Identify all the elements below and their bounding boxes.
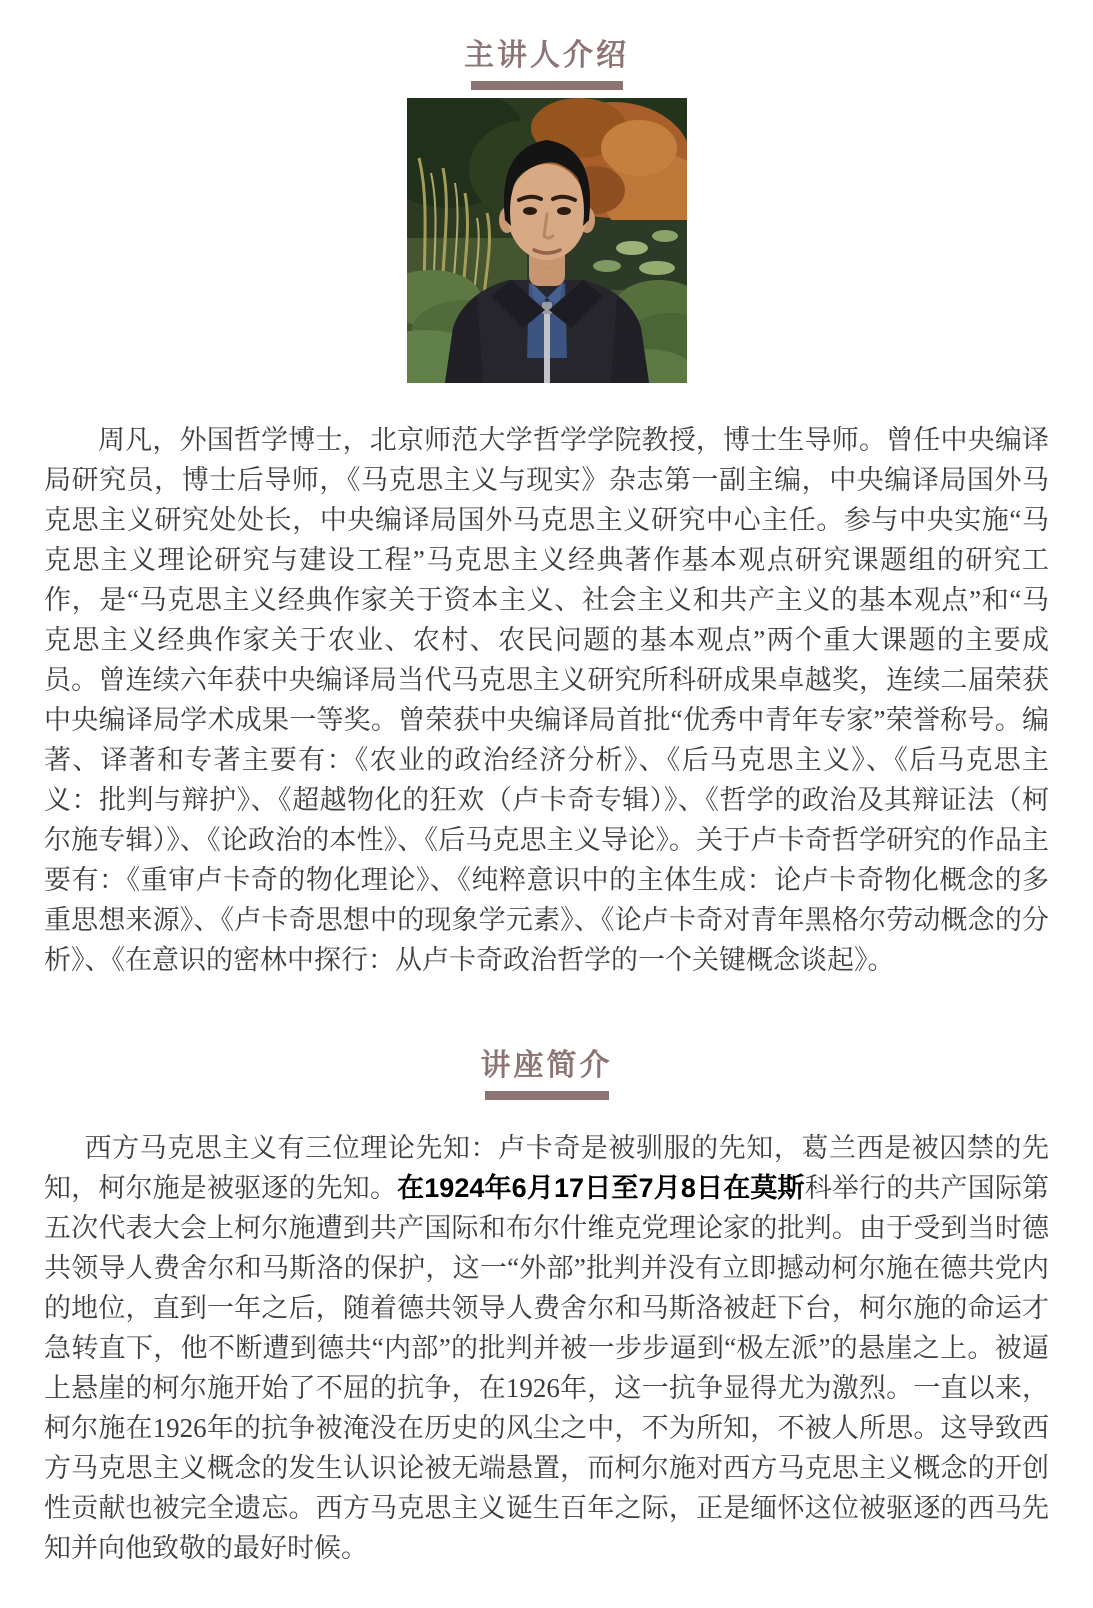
speaker-section-title: 主讲人介绍 — [464, 39, 629, 72]
lecture-intro-paragraph — [44, 1128, 1049, 1568]
speaker-bio-paragraph: 周凡，外国哲学博士，北京师范大学哲学学院教授，博士生导师。曾任中央编译局研究员，博士后导师，《马克思主义与现实》杂志第一副主编，中央编译局国外马克思主义研究处处长，中央编译局国外马克思主义研究中心主任。参与中央实施“马克思主义理论研究与建设工程”马克思主义经典著作基本观点研究课题组的研究工作，是“马克思主义经典作家关于资本主义、社会主义和共产主义的基本观点”和“马克思主义经典作家关于农业、农村、农民问题的基本观点”两个重大课题的主要成员。曾连续六年获中央编译局当代马克思主义研究所科研成果卓越奖，连续二届荣获中央编译局学术成果一等奖。曾荣获中央编译局首批“优秀中青年专家”荣誉称号。编著、译著和专著主要有：《农业的政治经济分析》、《后马克思主义》、《后马克思主义：批判与辩护》、《超越物化的狂欢（卢卡奇专辑）》、《哲学的政治及其辩证法（柯尔施专辑）》、《论政治的本性》、《后马克思主义导论》。关于卢卡奇哲学研究的作品主要有：《重审卢卡奇的物化理论》、《纯粹意识中的主体生成：论卢卡奇物化概念的多重思想来源》、《卢卡奇思想中的现象学元素》、《论卢卡奇对青年黑格尔劳动概念的分析》、《在意识的密林中探行：从卢卡奇政治哲学的一个关键概念谈起》。 — [44, 425, 1049, 975]
speaker-title-underline — [471, 81, 623, 90]
speaker-photo — [407, 98, 687, 383]
lecture-title-underline — [485, 1091, 609, 1100]
lecture-section-title: 讲座简介 — [480, 1049, 613, 1082]
speaker-photo-container — [44, 98, 1049, 388]
lecture-intro-bold-date: 在1924年6月17日至7月8日在莫斯 — [397, 1173, 805, 1203]
lecture-intro-text-after: 科举行的共产国际第五次代表大会上柯尔施遭到共产国际和布尔什维克党理论家的批判。由于受到当时德共领导人费舍尔和马斯洛的保护，这一“外部”批判并没有立即撼动柯尔施在德共党内的地位，直到一年之后，随着德共领导人费舍尔和马斯洛被赶下台，柯尔施的命运才急转直下，他不断遭到德共“内部”的批判并被一步步逼到“极左派”的悬崖之上。被逼上悬崖的柯尔施开始了不屈的抗争，在1926年，这一抗争显得尤为激烈。一直以来，柯尔施在1926年的抗争被淹没在历史的风尘之中，不为所知，不被人所思。这导致西方马克思主义概念的发生认识论被无端悬置，而柯尔施对西方马克思主义概念的开创性贡献也被完全遗忘。西方马克思主义诞生百年之际，正是缅怀这位被驱逐的西马先知并向他致敬的最好时候。 — [44, 1173, 1050, 1563]
lecture-section-header — [44, 1048, 1049, 1100]
speaker-section-header — [44, 38, 1049, 90]
lecture-intro-text-before: 西方马克思主义有三位理论先知：卢卡奇是被驯服的先知，葛兰西是被囚禁的先知，柯尔施是被驱逐的先知。 — [44, 1133, 1049, 1203]
